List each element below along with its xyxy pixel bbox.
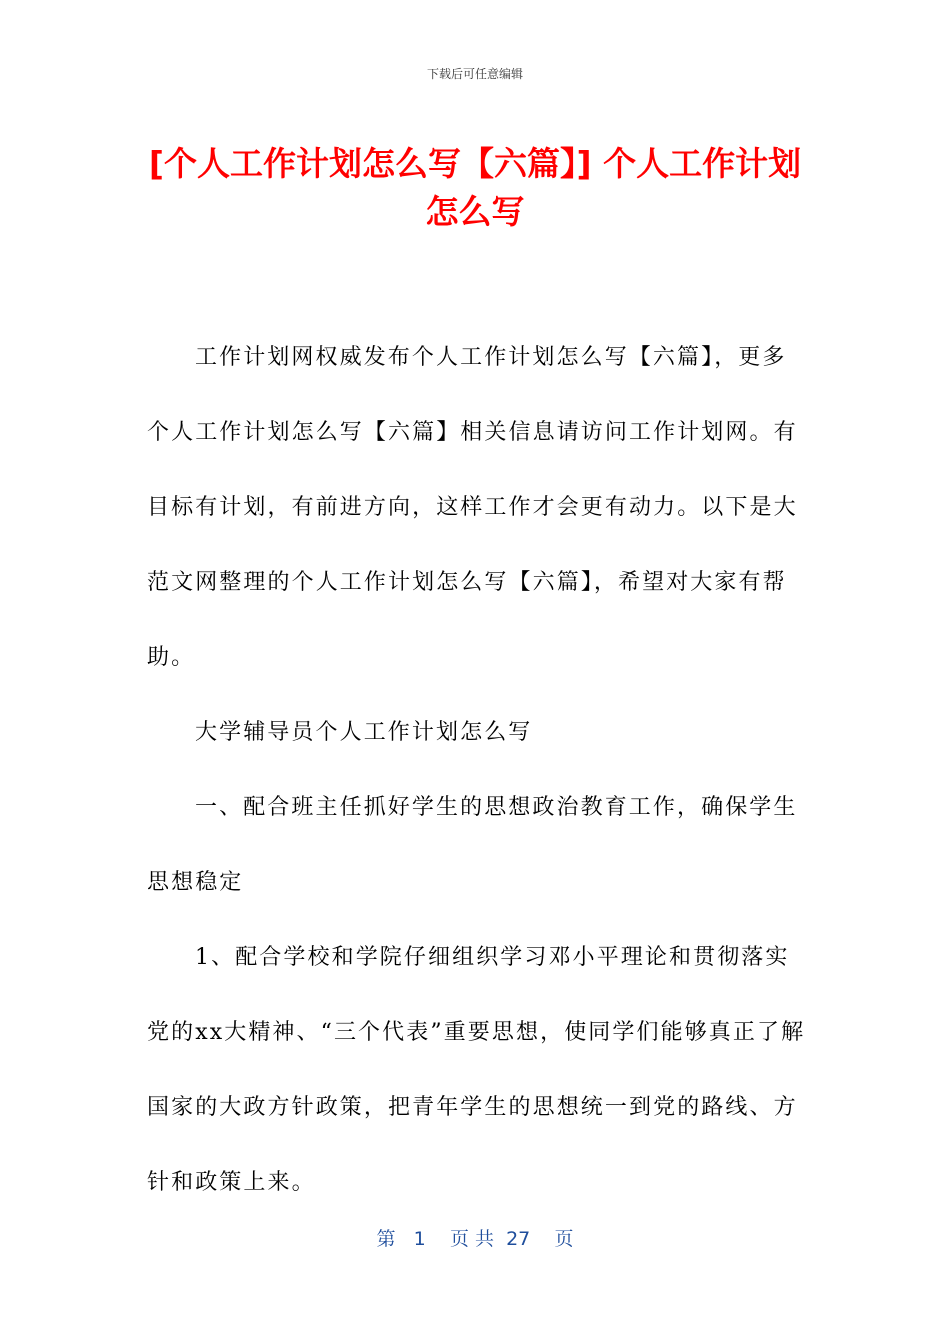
document-body bbox=[147, 320, 807, 1220]
page-header bbox=[0, 66, 950, 82]
footer-prefix: 第 bbox=[376, 1228, 396, 1250]
current-page-number: 1 bbox=[413, 1228, 426, 1250]
subsection-heading: 一、配合班主任抓好学生的思想政治教育工作，确保学生思想稳定 bbox=[147, 795, 798, 895]
total-pages-number: 27 bbox=[506, 1228, 531, 1250]
footer-mid: 页 共 bbox=[449, 1228, 494, 1250]
page-footer bbox=[0, 1226, 950, 1252]
intro-paragraph: 工作计划网权威发布个人工作计划怎么写【六篇】，更多个人工作计划怎么写【六篇】相关信息请访问工作计划网。有目标有计划，有前进方向，这样工作才会更有动力。以下是大范文网整理的个人工作计划怎么写【六篇】，希望对大家有帮助。 bbox=[147, 345, 798, 670]
section-heading: 大学辅导员个人工作计划怎么写 bbox=[195, 720, 533, 745]
body-paragraph: 1、配合学校和学院仔细组织学习邓小平理论和贯彻落实党的xx大精神、“三个代表”重要思想，使同学们能够真正了解国家的大政方针政策，把青年学生的思想统一到党的路线、方针和政策上来。 bbox=[147, 945, 806, 1195]
document-title: [个人工作计划怎么写【六篇】] 个人工作计划怎么写 bbox=[148, 144, 802, 231]
header-note: 下载后可任意编辑 bbox=[426, 67, 523, 81]
footer-suffix: 页 bbox=[554, 1228, 574, 1250]
